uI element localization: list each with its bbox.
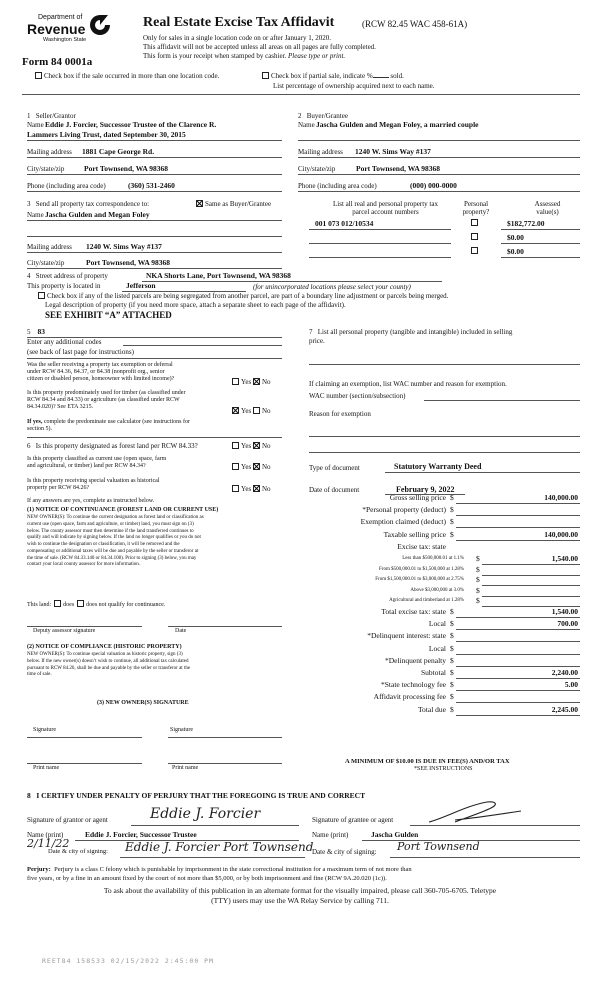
parcel-number-1[interactable]: 001 073 012/10534: [315, 219, 374, 228]
buyer-mailing-address[interactable]: 1240 W. Sims Way #137: [355, 147, 431, 156]
tax-taxable-selling-price-dollar: $: [450, 529, 454, 539]
tax-local-label: Local: [428, 619, 446, 629]
tax-tier-1-value[interactable]: 1,540.00: [551, 554, 578, 563]
street-address[interactable]: NKA Shorts Lane, Port Townsend, WA 98368: [146, 271, 291, 280]
legal-description-label: Legal description of property (if you need more space, attach a separate sheet to each page of the affidavit).: [45, 301, 346, 309]
revenue-logo-text: Revenue: [27, 21, 86, 37]
accessibility-note: To ask about the availability of this publication in an alternate format for the visually impaired, please call 360-705-6705. Teletype (TTY) users may use the WA Relay Service by calling 711.: [103, 886, 497, 905]
header-note-2: This affidavit will not be accepted unless all areas on all pages are fully completed.: [143, 43, 376, 51]
tax-total-state-value[interactable]: 1,540.00: [551, 607, 578, 616]
buyer-name-label: Name: [298, 121, 315, 129]
tax-tier-2-label: From $500,000.01 to $1,500,000 at 1.28%: [379, 566, 464, 572]
grantor-signature[interactable]: Eddie J. Forcier: [150, 806, 261, 822]
tax-subtotal-label: Subtotal: [420, 668, 446, 677]
location-county[interactable]: Jefferson: [126, 281, 156, 290]
washington-state: Washington State: [43, 37, 87, 43]
tax-tier-4-dollar: $: [476, 585, 480, 595]
personal-property-checkbox-1[interactable]: [471, 219, 480, 227]
location-note: (for unincorporated locations please select your county): [253, 283, 411, 291]
parcel-header-3: Assessed value(s): [534, 200, 561, 217]
historic-yes-no[interactable]: Yes No: [232, 485, 271, 493]
seller-phone[interactable]: (360) 531-2460: [128, 181, 175, 190]
grantor-date-city-signature[interactable]: Eddie J. Forcier Port Townsend: [125, 840, 314, 854]
tax-total-state-dollar: $: [450, 607, 454, 616]
document-date[interactable]: February 9, 2022: [396, 485, 455, 494]
tax-total-due-label: Total due: [417, 704, 446, 714]
reason-label: Reason for exemption: [309, 410, 371, 418]
additional-codes-label: Enter any additional codes: [27, 338, 102, 346]
tax-excise-state-label-label: Excise tax: state: [397, 541, 446, 551]
tax-subtotal-dollar: $: [450, 668, 454, 677]
grantee-signature[interactable]: [425, 798, 525, 828]
tax-delinquent-penalty-label: *Delinquent penalty: [384, 655, 446, 665]
buyer-phone[interactable]: (000) 000-0000: [410, 181, 457, 190]
minimum-due-note: A MINIMUM OF $10.00 IS DUE IN FEE(S) AND/OR TAX: [345, 758, 510, 765]
tax-tier-3-dollar: $: [476, 575, 480, 585]
grantee-date-city-label: Date & city of signing:: [312, 848, 377, 856]
timber-question: Is this property predominately used for timber (as classified under RCW 84.34 and 84.33) or agriculture (as classified under RCW 84.34.020)? See ETA 3215.: [27, 390, 186, 410]
tax-tier-1-dollar: $: [476, 554, 480, 563]
wac-number-label: WAC number (section/subsection): [309, 392, 406, 400]
seller-phone-label: Phone (including area code): [27, 182, 106, 190]
buyer-city-label: City/state/zip: [298, 165, 336, 173]
owner-signature-label-1: Signature: [33, 727, 56, 733]
tax-taxable-selling-price-label: Taxable selling price: [383, 529, 446, 539]
revenue-logo-icon: [87, 13, 113, 37]
assessed-value-1[interactable]: $182,772.00: [507, 219, 545, 228]
tax-tier-3-label: From $1,500,000.01 to $3,000,000 at 2.75%: [375, 577, 464, 583]
tax-gross-selling-price-label: Gross selling price: [389, 493, 446, 502]
section-1-heading: 1 Seller/Grantor: [27, 112, 76, 120]
tax-exemption-claimed-label: Exemption claimed (deduct): [360, 517, 446, 527]
tax-delinquent-penalty-dollar: $: [450, 655, 454, 665]
instructions-note: (see back of last page for instructions): [27, 348, 134, 356]
correspondence-city-state-zip[interactable]: Port Townsend, WA 98368: [86, 258, 171, 267]
tax-local-dollar: $: [450, 619, 454, 629]
tax-total-due-value[interactable]: 2,245.00: [551, 704, 578, 714]
notice-compliance-heading: (2) NOTICE OF COMPLIANCE (HISTORIC PROPERTY): [27, 644, 182, 650]
document-type[interactable]: Statutory Warranty Deed: [394, 462, 482, 471]
grantor-print-name-label: Name (print): [27, 831, 64, 839]
tax-delinquent-interest-state-label: *Delinquent interest: state: [367, 631, 446, 641]
seller-mailing-label: Mailing address: [27, 148, 72, 156]
tax-affidavit-fee-dollar: $: [450, 692, 454, 702]
tax-technology-fee-value[interactable]: 5.00: [564, 680, 578, 690]
owner-print-name-label-2: Print name: [172, 765, 199, 771]
seller-city-label: City/state/zip: [27, 165, 65, 173]
tax-personal-property-dollar: $: [450, 505, 454, 515]
exemption-claim-label: If claiming an exemption, list WAC number and reason for exemption.: [309, 380, 507, 388]
tax-affidavit-fee-label: Affidavit processing fee: [373, 692, 446, 702]
section-7-label: 7 List all personal property (tangible and intangible) included in selling: [309, 328, 513, 336]
grantee-print-name[interactable]: Jascha Gulden: [371, 830, 419, 839]
tax-local-value[interactable]: 700.00: [557, 619, 578, 629]
tax-tier-5-label: Agricultural and timberland at 1.28%: [389, 598, 464, 604]
correspondence-name[interactable]: Jascha Gulden and Megan Foley: [45, 210, 150, 219]
header-note-1: Only for sales in a single location code on or after January 1, 2020.: [143, 34, 331, 42]
tax-technology-fee-dollar: $: [450, 680, 454, 690]
new-owner-signature-heading: (3) NEW OWNER(S) SIGNATURE: [97, 700, 189, 706]
seller-name-label: Name: [27, 121, 44, 129]
buyer-name[interactable]: Jascha Gulden and Megan Foley, a married couple: [316, 120, 479, 129]
section-3-label: 3 Send all property tax correspondence to:: [27, 200, 150, 208]
current-use-question: Is this property classified as current use (open space, farm and agricultural, or timber) land per RCW 84.34?: [27, 456, 167, 469]
exemption-question: Was the seller receiving a property tax exemption or deferral under RCW 84.36, 84.37, or 84.38 (nonprofit org., senior citizen or disabled person, homeowner with limited income)?: [27, 362, 175, 382]
form-title: Real Estate Excise Tax Affidavit: [143, 15, 335, 30]
seller-mailing-address[interactable]: 1881 Cape George Rd.: [82, 147, 155, 156]
buyer-phone-label: Phone (including area code): [298, 182, 377, 190]
exemption-yes-no[interactable]: Yes No: [232, 378, 271, 386]
section-2-heading: 2 Buyer/Grantee: [298, 112, 348, 120]
tax-tier-5-dollar: $: [476, 596, 480, 606]
tax-gross-selling-price-dollar: $: [450, 493, 454, 502]
section-7-label-cont: price.: [309, 337, 325, 345]
tax-total-due-dollar: $: [450, 704, 454, 714]
assessed-value-2[interactable]: $0.00: [507, 233, 524, 242]
notice-continuance-heading: (1) NOTICE OF CONTINUANCE (FOREST LAND OR CURRENT USE): [27, 507, 219, 513]
tax-taxable-selling-price-value[interactable]: 140,000.00: [544, 529, 578, 539]
tax-total-state-label: Total excise tax: state: [381, 607, 446, 616]
tax-tier-4-label: Above $3,000,000 at 3.0%: [410, 587, 464, 593]
document-date-label: Date of document: [309, 486, 360, 494]
tax-personal-property-label: *Personal property (deduct): [362, 505, 446, 515]
deputy-signature-label: Deputy assessor signature: [33, 628, 96, 634]
partial-sale-checkbox-row[interactable]: Check box if partial sale, indicate % sold.: [262, 72, 404, 80]
grantee-print-name-label: Name (print): [312, 831, 349, 839]
assessed-value-3[interactable]: $0.00: [507, 247, 524, 256]
footer-stamp: REET84 158533 02/15/2022 2:45:00 PM: [42, 957, 214, 965]
personal-property-checkbox-3[interactable]: [471, 247, 480, 255]
dept-of: Department of: [38, 14, 83, 21]
seller-city-state-zip[interactable]: Port Townsend, WA 98368: [84, 164, 169, 173]
header-note-3: This form is your receipt when stamped by cashier. Please type or print.: [143, 52, 346, 60]
perjury-text: Perjury: Perjury is a class C felony which is punishable by imprisonment in the state correctional institution for a maximum term of not more than five years, or by a fine in an amount fixed by the court of not more than $5,000, or by both imprisonment and fine (RCW 9A.20.020 (1c)).: [27, 866, 412, 883]
notice-compliance-text: NEW OWNER(S): To continue special valuation as historic property, sign (3) below. If the new owner(s) doesn’t wish to continue, all additional tax calculated pursuant to RCW 84.26, shall be due and payable by the seller or transferor at the time of sale.: [27, 652, 191, 678]
if-yes-note: If yes, complete the predominate use calculator (see instructions for section 5).: [27, 419, 190, 432]
parcel-header-2: Personal property?: [462, 200, 490, 217]
see-instructions-note: *SEE INSTRUCTIONS: [414, 766, 473, 772]
if-any-yes-note: If any answers are yes, complete as instructed below.: [27, 498, 155, 504]
timber-yes-no[interactable]: Yes No: [232, 407, 271, 415]
correspondence-name-label: Name: [27, 211, 44, 219]
legal-description-value[interactable]: SEE EXHIBIT “A” ATTACHED: [45, 310, 172, 320]
tax-delinquent-interest-local-label: Local: [428, 643, 446, 653]
correspondence-mailing-label: Mailing address: [27, 243, 72, 251]
owner-print-name-label-1: Print name: [33, 765, 60, 771]
section-5-label: 5 83: [27, 327, 45, 336]
same-as-buyer-checkbox-row[interactable]: Same as Buyer/Grantee: [196, 200, 271, 208]
tax-delinquent-interest-state-dollar: $: [450, 631, 454, 641]
buyer-mailing-label: Mailing address: [298, 148, 343, 156]
seller-name-line2[interactable]: Lammers Living Trust, dated September 30, 2015: [27, 130, 186, 139]
personal-property-checkbox-2[interactable]: [471, 233, 480, 241]
form-number: Form 84 0001a: [22, 56, 93, 68]
tax-technology-fee-label: *State technology fee: [381, 680, 446, 690]
notice-continuance-text: NEW OWNER(S): To continue the current designation as forest land or classification as current use (open space, farm and agriculture, or timber) land, you must sign on (3) below. The county assessor must then determine if the land transferred continues to qualify and will indicate by signing below. If the land no longer qualifies or you do not wish to continue the designation or classification, it will be removed and the compensating or additional taxes will be due and payable by the seller or transferor at the time of sale. (RCW 84.33.140 or 84.34.108). Prior to signing (3) below, you may contact your local county assessor for more information.: [27, 515, 204, 568]
this-land-row[interactable]: This land: does does not qualify for continuance.: [27, 602, 166, 608]
certification-statement: 8 I CERTIFY UNDER PENALTY OF PERJURY THAT THE FOREGOING IS TRUE AND CORRECT: [27, 791, 366, 800]
section-6-forest-question: 6 Is this property designated as forest land per RCW 84.33?: [27, 442, 198, 450]
segregation-checkbox-row[interactable]: Check box if any of the listed parcels are being segregated from another parcel, are part of a boundary line adjustment or parcels being merged.: [38, 292, 448, 300]
multi-location-checkbox-row[interactable]: Check box if the sale occurred in more than one location code.: [35, 72, 219, 80]
deputy-date-label: Date: [175, 628, 187, 634]
historic-question: Is this property receiving special valuation as historical property per RCW 84.26?: [27, 478, 160, 491]
owner-signature-label-2: Signature: [170, 727, 193, 733]
parcel-header-1: List all real and personal property tax parcel account numbers: [333, 200, 438, 217]
seller-name-line1[interactable]: Eddie J. Forcier, Successor Trustee of the Clarence R.: [45, 120, 217, 129]
tax-exemption-claimed-dollar: $: [450, 517, 454, 527]
buyer-city-state-zip[interactable]: Port Townsend, WA 98368: [356, 164, 441, 173]
document-type-label: Type of document: [309, 464, 360, 472]
grantee-signature-label: Signature of grantee or agent: [312, 816, 394, 824]
form-citation: (RCW 82.45 WAC 458-61A): [362, 19, 468, 29]
current-use-yes-no[interactable]: Yes No: [232, 463, 271, 471]
tax-subtotal-value[interactable]: 2,240.00: [551, 668, 578, 677]
correspondence-city-label: City/state/zip: [27, 259, 65, 267]
grantor-print-name[interactable]: Eddie J. Forcier, Successor Trustee: [85, 830, 197, 839]
ownership-percentage-note: List percentage of ownership acquired next to each name.: [273, 82, 435, 90]
location-label: This property is located in: [27, 282, 101, 290]
grantor-date-city-label: Date & city of signing:: [48, 848, 108, 855]
grantor-signature-label: Signature of grantor or agent: [27, 816, 108, 824]
grantee-date-city-signature[interactable]: Port Townsend: [397, 840, 480, 853]
tax-gross-selling-price-value[interactable]: 140,000.00: [544, 493, 578, 502]
tax-delinquent-interest-local-dollar: $: [450, 643, 454, 653]
section-4-label: 4 Street address of property: [27, 272, 108, 280]
tax-tier-2-dollar: $: [476, 564, 480, 574]
grantor-date-handwritten[interactable]: 2/11/22: [27, 837, 70, 850]
tax-tier-1-label: Less than $500,000.01 at 1.1%: [402, 556, 464, 561]
correspondence-mailing-address[interactable]: 1240 W. Sims Way #137: [86, 242, 162, 251]
forest-yes-no[interactable]: Yes No: [232, 442, 271, 450]
